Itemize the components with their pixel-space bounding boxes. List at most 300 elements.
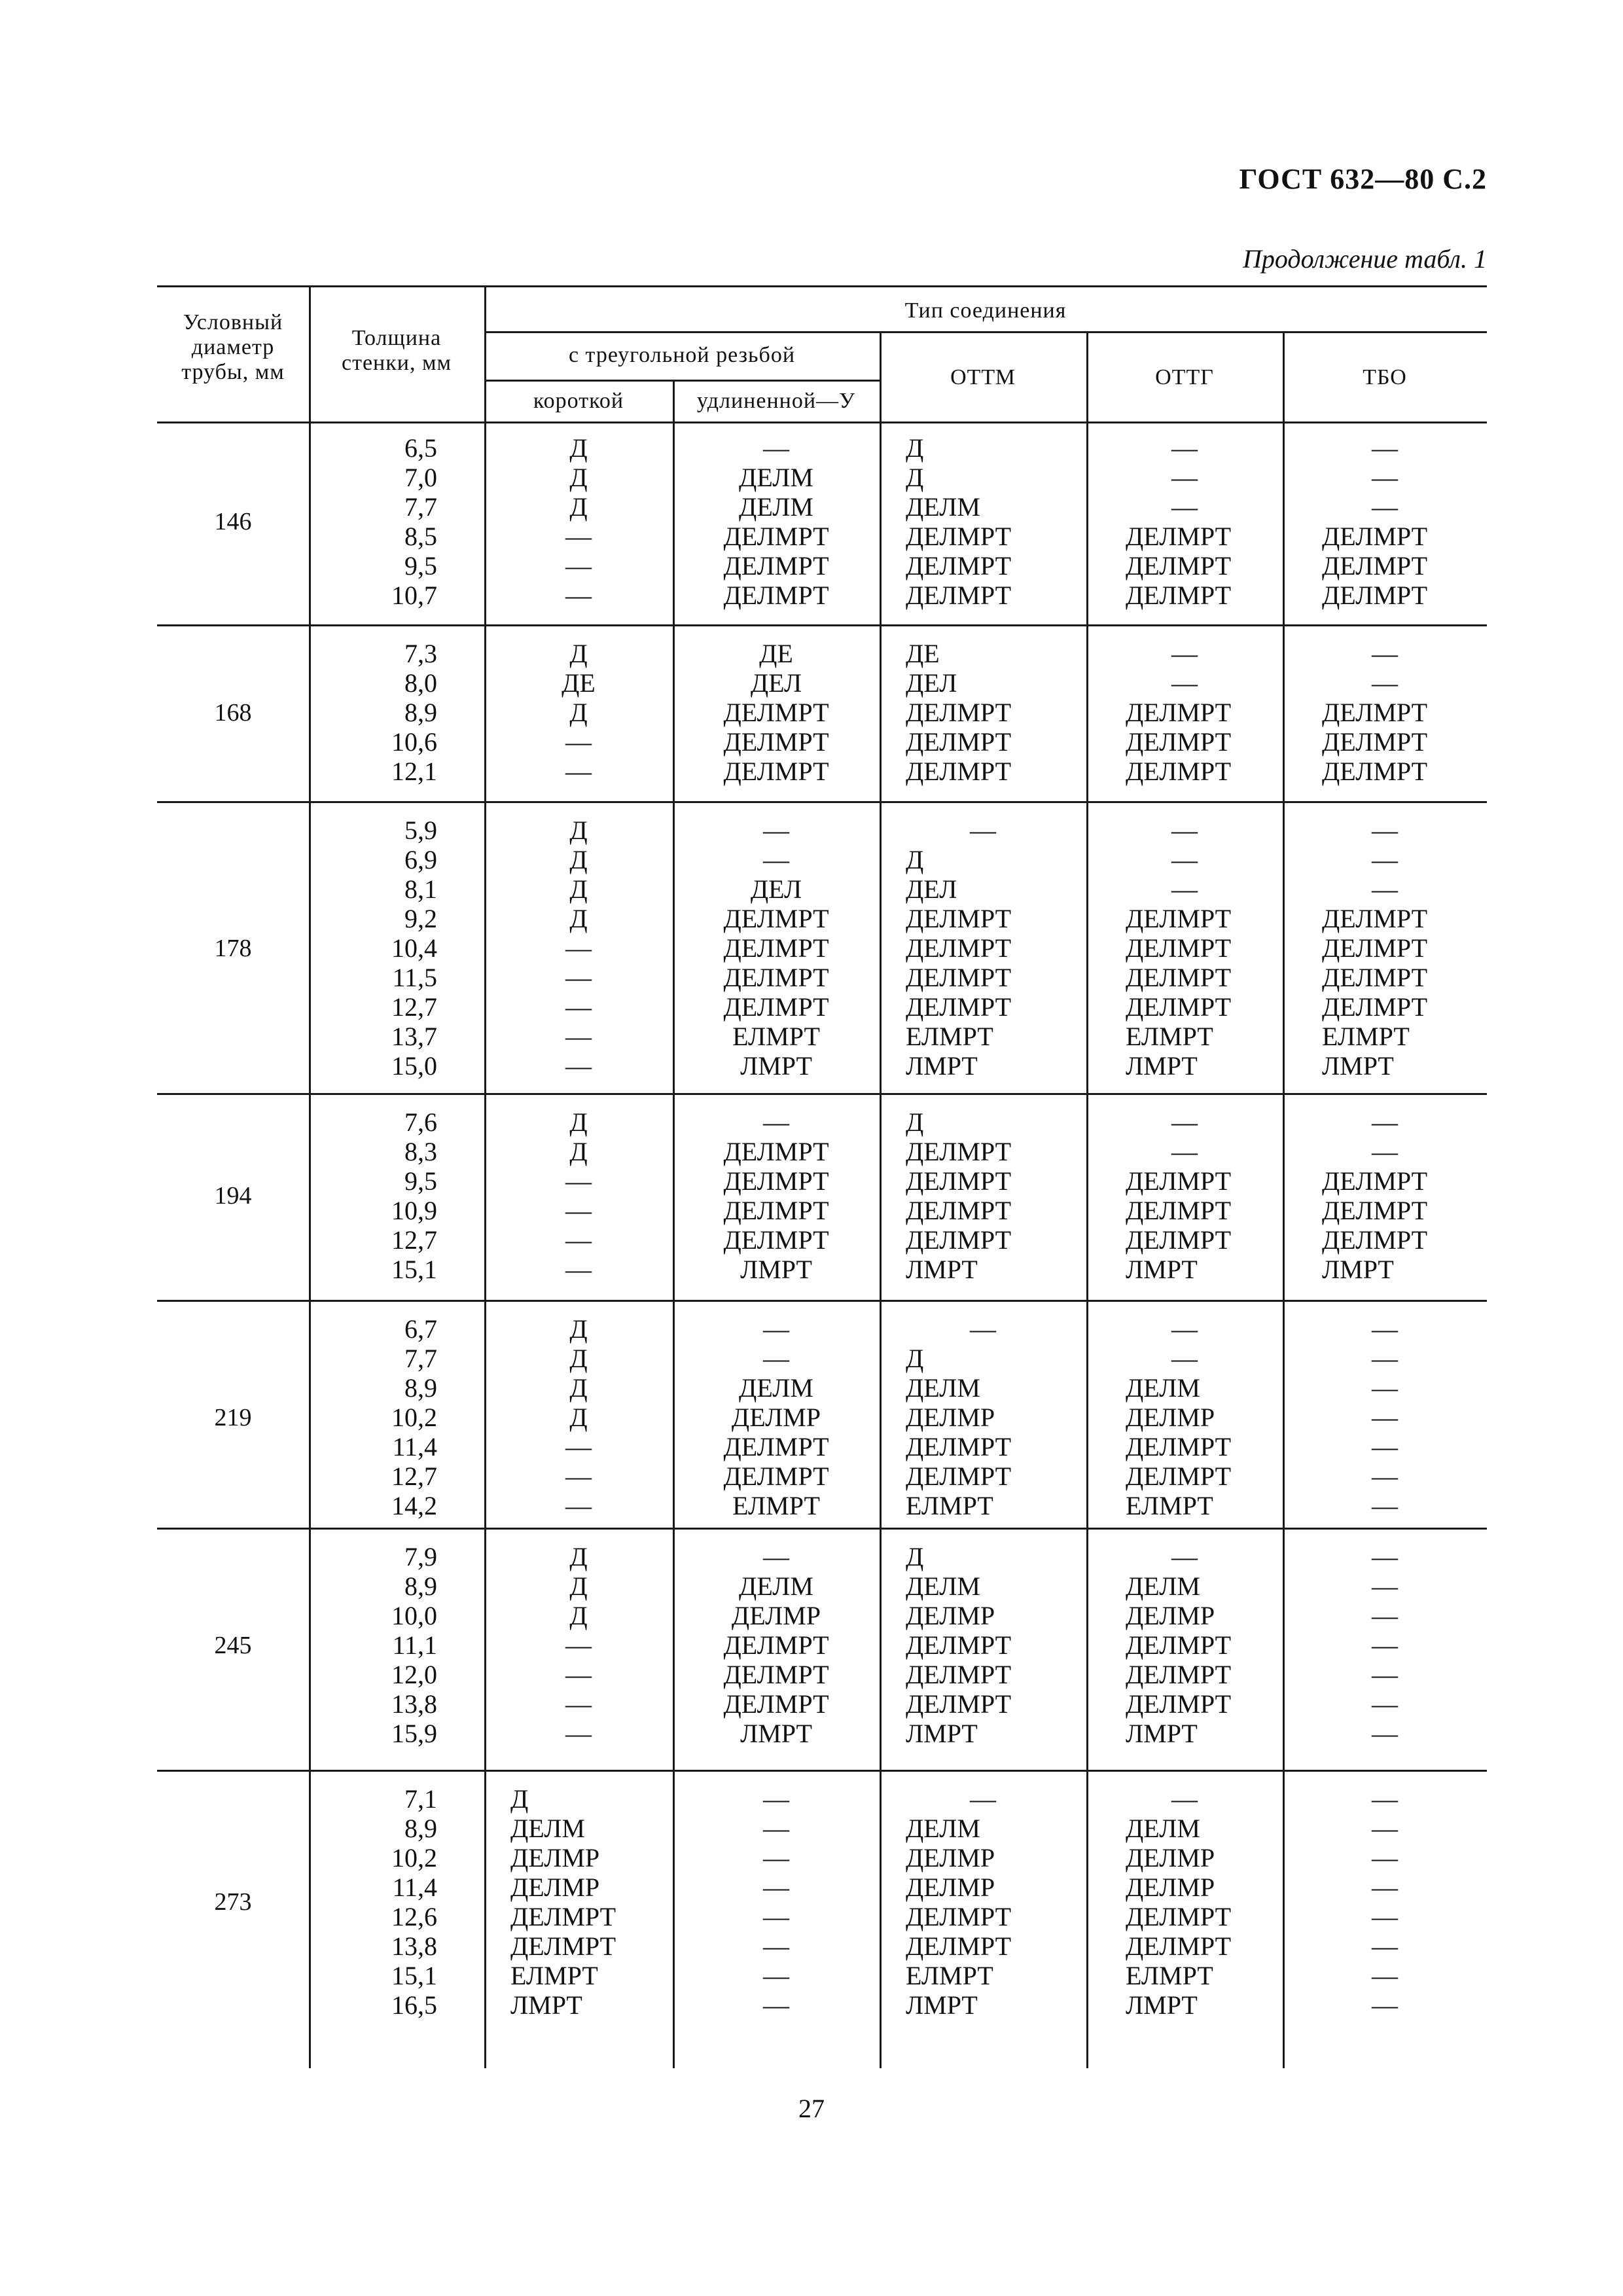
thickness-cell: 16,5 <box>391 1990 437 2020</box>
table-continuation-label: Продолжение табл. 1 <box>1242 244 1487 274</box>
ottm-cell: Д <box>906 463 924 492</box>
ottg-cell: ДЕЛМРТ <box>1126 1660 1232 1689</box>
diameter-cell: 273 <box>214 1888 252 1916</box>
short-cell: — <box>565 1630 592 1660</box>
extended-cell: — <box>763 1902 789 1931</box>
ottg-cell: — <box>1171 1137 1198 1166</box>
ottm-cell: ДЕЛМРТ <box>906 551 1012 581</box>
tbo-cell: — <box>1372 1843 1398 1873</box>
ottm-cell: ДЕЛМ <box>906 1814 980 1843</box>
extended-cell: ДЕЛМРТ <box>723 1166 829 1196</box>
short-cell: — <box>565 522 592 551</box>
ottm-cell: ДЕЛМРТ <box>906 933 1012 963</box>
extended-cell: ДЕЛМРТ <box>723 522 829 551</box>
ottm-cell: Д <box>906 433 924 463</box>
tbo-cell: — <box>1372 1137 1398 1166</box>
tbo-cell: ДЕЛМРТ <box>1322 963 1428 992</box>
tbo-cell: — <box>1372 1107 1398 1137</box>
thickness-cell: 13,7 <box>391 1022 437 1051</box>
thickness-cell: 7,7 <box>404 1344 437 1373</box>
short-cell: — <box>565 1166 592 1196</box>
ottm-cell: ДЕЛМРТ <box>906 698 1012 727</box>
ottg-cell: — <box>1171 1107 1198 1137</box>
ottg-cell: ДЕЛМР <box>1126 1873 1215 1902</box>
short-cell: Д <box>569 639 588 668</box>
tbo-cell: — <box>1372 845 1398 874</box>
ottg-cell: — <box>1171 1344 1198 1373</box>
thickness-cell: 12,0 <box>391 1660 437 1689</box>
ottg-cell: ЕЛМРТ <box>1126 1961 1213 1990</box>
diameter-cell: 178 <box>214 934 252 962</box>
ottm-cell: ДЕЛМРТ <box>906 1166 1012 1196</box>
ottm-cell: ДЕЛМР <box>906 1601 995 1630</box>
ottg-cell: — <box>1171 874 1198 904</box>
thickness-cell: 8,5 <box>404 522 437 551</box>
ottg-cell: ДЕЛМРТ <box>1126 551 1232 581</box>
table-top-border <box>157 285 1487 287</box>
extended-cell: — <box>763 1873 789 1902</box>
thickness-cell: 11,4 <box>392 1432 437 1462</box>
extended-cell: ДЕЛМРТ <box>723 551 829 581</box>
short-cell: ЛМРТ <box>510 1990 582 2020</box>
group-separator <box>157 801 1487 803</box>
extended-cell: ДЕЛМ <box>739 1571 813 1601</box>
ottg-cell: ЛМРТ <box>1126 1255 1198 1284</box>
header-short: короткой <box>533 389 624 413</box>
thickness-cell: 8,9 <box>404 1373 437 1403</box>
extended-cell: ДЕЛМРТ <box>723 1689 829 1719</box>
short-cell: Д <box>569 1571 588 1601</box>
ottg-cell: ДЕЛМР <box>1126 1843 1215 1873</box>
ottm-cell: ДЕЛМР <box>906 1843 995 1873</box>
thickness-cell: 5,9 <box>404 816 437 845</box>
ottm-cell: Д <box>906 845 924 874</box>
ottm-cell: ЛМРТ <box>906 1051 978 1081</box>
ottm-cell: ЛМРТ <box>906 1255 978 1284</box>
ottg-cell: — <box>1171 1314 1198 1344</box>
ottg-cell: — <box>1171 1784 1198 1814</box>
thickness-cell: 15,0 <box>391 1051 437 1081</box>
extended-cell: ДЕЛМ <box>739 463 813 492</box>
tbo-cell: — <box>1372 874 1398 904</box>
tbo-cell: ДЕЛМРТ <box>1322 581 1428 610</box>
short-cell: — <box>565 1022 592 1051</box>
thickness-cell: 10,9 <box>391 1196 437 1225</box>
tbo-cell: ДЕЛМРТ <box>1322 904 1428 933</box>
ottm-cell: ДЕЛМРТ <box>906 727 1012 757</box>
short-cell: Д <box>569 1344 588 1373</box>
tbo-cell: — <box>1372 1462 1398 1491</box>
extended-cell: — <box>763 1931 789 1961</box>
tbo-cell: ЕЛМРТ <box>1322 1022 1410 1051</box>
extended-cell: ЛМРТ <box>740 1051 812 1081</box>
extended-cell: ДЕЛМРТ <box>723 904 829 933</box>
tbo-cell: — <box>1372 668 1398 698</box>
ottm-cell: ДЕЛМР <box>906 1403 995 1432</box>
ottm-cell: ДЕЛМРТ <box>906 1196 1012 1225</box>
thickness-cell: 13,8 <box>391 1689 437 1719</box>
thickness-cell: 9,5 <box>404 551 437 581</box>
tbo-cell: — <box>1372 1814 1398 1843</box>
tbo-cell: — <box>1372 1990 1398 2020</box>
tbo-cell: ДЕЛМРТ <box>1322 727 1428 757</box>
short-cell: — <box>565 757 592 786</box>
ottg-cell: ДЕЛМ <box>1126 1373 1200 1403</box>
ottm-cell: ДЕЛМРТ <box>906 1462 1012 1491</box>
ottm-cell: ДЕЛМРТ <box>906 522 1012 551</box>
header-diameter: Условный диаметр трубы, мм <box>181 310 285 384</box>
ottm-cell: ДЕЛМРТ <box>906 1630 1012 1660</box>
thickness-cell: 10,6 <box>391 727 437 757</box>
header-thickness: Толщина стенки, мм <box>342 326 452 375</box>
ottm-cell: ЕЛМРТ <box>906 1491 993 1520</box>
short-cell: ЕЛМРТ <box>510 1961 598 1990</box>
ottm-cell: ДЕЛМРТ <box>906 1931 1012 1961</box>
ottg-cell: ДЕЛМ <box>1126 1814 1200 1843</box>
thickness-cell: 6,7 <box>404 1314 437 1344</box>
short-cell: — <box>565 992 592 1022</box>
thickness-cell: 7,7 <box>404 492 437 522</box>
ottm-cell: ДЕЛМР <box>906 1873 995 1902</box>
ottg-cell: ДЕЛМР <box>1126 1403 1215 1432</box>
ottm-cell: — <box>970 1784 996 1814</box>
ottm-cell: ДЕЛМ <box>906 492 980 522</box>
short-cell: — <box>565 1719 592 1748</box>
extended-cell: ЛМРТ <box>740 1255 812 1284</box>
ottg-cell: ДЕЛМРТ <box>1126 757 1232 786</box>
extended-cell: — <box>763 1961 789 1990</box>
ottm-cell: Д <box>906 1344 924 1373</box>
tbo-cell: — <box>1372 1491 1398 1520</box>
thickness-cell: 12,6 <box>391 1902 437 1931</box>
diameter-cell: 194 <box>214 1182 252 1210</box>
thickness-cell: 10,2 <box>391 1403 437 1432</box>
tbo-cell: — <box>1372 1689 1398 1719</box>
diameter-cell: 219 <box>214 1403 252 1431</box>
diameter-cell: 245 <box>214 1631 252 1659</box>
ottm-cell: ДЕЛМРТ <box>906 1660 1012 1689</box>
thickness-cell: 6,9 <box>404 845 437 874</box>
extended-cell: — <box>763 433 789 463</box>
group-separator <box>157 624 1487 626</box>
ottg-cell: ДЕЛМРТ <box>1126 727 1232 757</box>
tbo-cell: — <box>1372 492 1398 522</box>
short-cell: Д <box>569 904 588 933</box>
extended-cell: ДЕЛМРТ <box>723 992 829 1022</box>
ottm-cell: ДЕЛМ <box>906 1373 980 1403</box>
extended-cell: ДЕЛМ <box>739 1373 813 1403</box>
short-cell: — <box>565 1225 592 1255</box>
ottg-cell: ДЕЛМРТ <box>1126 581 1232 610</box>
ottg-cell: ЛМРТ <box>1126 1719 1198 1748</box>
header-ottg: ОТТГ <box>1155 365 1214 389</box>
ottg-cell: — <box>1171 639 1198 668</box>
tbo-cell: — <box>1372 1344 1398 1373</box>
short-cell: — <box>565 1491 592 1520</box>
ottg-cell: — <box>1171 492 1198 522</box>
ottg-cell: ДЕЛМРТ <box>1126 1630 1232 1660</box>
extended-cell: — <box>763 1542 789 1571</box>
extended-cell: — <box>763 845 789 874</box>
short-cell: Д <box>569 1403 588 1432</box>
short-cell: — <box>565 1660 592 1689</box>
diameter-cell: 168 <box>214 698 252 726</box>
document-header: ГОСТ 632—80 С.2 <box>1239 163 1487 195</box>
extended-cell: ЕЛМРТ <box>732 1022 820 1051</box>
thickness-cell: 11,1 <box>392 1630 437 1660</box>
thickness-cell: 15,9 <box>391 1719 437 1748</box>
header-connection-type: Тип соединения <box>904 298 1067 323</box>
short-cell: — <box>565 1255 592 1284</box>
short-cell: Д <box>510 1784 529 1814</box>
ottg-cell: ЛМРТ <box>1126 1051 1198 1081</box>
short-cell: — <box>565 1196 592 1225</box>
thickness-cell: 8,9 <box>404 1571 437 1601</box>
short-cell: — <box>565 727 592 757</box>
ottg-cell: — <box>1171 433 1198 463</box>
short-cell: Д <box>569 433 588 463</box>
ottg-cell: ДЕЛМРТ <box>1126 1196 1232 1225</box>
tbo-cell: ДЕЛМРТ <box>1322 698 1428 727</box>
header-bottom-border <box>157 422 1487 423</box>
group-separator <box>157 1300 1487 1302</box>
tbo-cell: ДЕЛМРТ <box>1322 1166 1428 1196</box>
tbo-cell: ДЕЛМРТ <box>1322 933 1428 963</box>
thickness-cell: 12,7 <box>391 1225 437 1255</box>
short-cell: ДЕЛМРТ <box>510 1902 616 1931</box>
extended-cell: ДЕЛМРТ <box>723 1225 829 1255</box>
extended-cell: — <box>763 1843 789 1873</box>
ottm-cell: ДЕЛ <box>906 668 957 698</box>
extended-cell: ДЕЛМРТ <box>723 1137 829 1166</box>
ottm-cell: ДЕЛМ <box>906 1571 980 1601</box>
ottg-cell: ДЕЛМРТ <box>1126 1225 1232 1255</box>
ottg-cell: ЕЛМРТ <box>1126 1022 1213 1051</box>
thickness-cell: 10,2 <box>391 1843 437 1873</box>
tbo-cell: — <box>1372 1902 1398 1931</box>
short-cell: Д <box>569 1107 588 1137</box>
ottm-cell: ДЕЛМРТ <box>906 904 1012 933</box>
ottg-cell: ДЕЛМРТ <box>1126 698 1232 727</box>
page-number: 27 <box>798 2094 825 2123</box>
ottm-cell: Д <box>906 1107 924 1137</box>
extended-cell: — <box>763 816 789 845</box>
tbo-cell: — <box>1372 1873 1398 1902</box>
ottm-cell: ЛМРТ <box>906 1990 978 2020</box>
short-cell: ДЕЛМ <box>510 1814 585 1843</box>
short-cell: — <box>565 1462 592 1491</box>
thickness-cell: 7,0 <box>404 463 437 492</box>
ottg-cell: ЛМРТ <box>1126 1990 1198 2020</box>
tbo-cell: — <box>1372 1660 1398 1689</box>
short-cell: ДЕЛМРТ <box>510 1931 616 1961</box>
short-cell: Д <box>569 845 588 874</box>
ottg-cell: ДЕЛМРТ <box>1126 1902 1232 1931</box>
extended-cell: — <box>763 1344 789 1373</box>
ottm-cell: Д <box>906 1542 924 1571</box>
extended-cell: — <box>763 1107 789 1137</box>
tbo-cell: ДЕЛМРТ <box>1322 1225 1428 1255</box>
thickness-cell: 8,3 <box>404 1137 437 1166</box>
extended-cell: ДЕЛ <box>750 668 802 698</box>
ottm-cell: ДЕЛМРТ <box>906 1689 1012 1719</box>
short-cell: — <box>565 1432 592 1462</box>
ottm-cell: ДЕЛМРТ <box>906 1432 1012 1462</box>
thickness-cell: 9,2 <box>404 904 437 933</box>
tbo-cell: ДЕЛМРТ <box>1322 522 1428 551</box>
thickness-cell: 15,1 <box>391 1255 437 1284</box>
thickness-cell: 14,2 <box>391 1491 437 1520</box>
short-cell: Д <box>569 1601 588 1630</box>
extended-cell: — <box>763 1314 789 1344</box>
extended-cell: ДЕЛМ <box>739 492 813 522</box>
tbo-cell: — <box>1372 1931 1398 1961</box>
tbo-cell: — <box>1372 1432 1398 1462</box>
extended-cell: ДЕЛМРТ <box>723 1432 829 1462</box>
header-divider-2 <box>484 380 880 382</box>
tbo-cell: — <box>1372 1961 1398 1990</box>
thickness-cell: 9,5 <box>404 1166 437 1196</box>
extended-cell: ДЕЛМРТ <box>723 727 829 757</box>
ottg-cell: ДЕЛМРТ <box>1126 1462 1232 1491</box>
short-cell: — <box>565 551 592 581</box>
thickness-cell: 12,1 <box>391 757 437 786</box>
thickness-cell: 8,0 <box>404 668 437 698</box>
ottg-cell: ДЕЛМРТ <box>1126 522 1232 551</box>
thickness-cell: 7,3 <box>404 639 437 668</box>
ottm-cell: ДЕЛМРТ <box>906 992 1012 1022</box>
tbo-cell: ЛМРТ <box>1322 1255 1394 1284</box>
extended-cell: ЛМРТ <box>740 1719 812 1748</box>
short-cell: ДЕ <box>562 668 596 698</box>
thickness-cell: 10,4 <box>391 933 437 963</box>
extended-cell: ДЕЛМРТ <box>723 1660 829 1689</box>
short-cell: Д <box>569 1137 588 1166</box>
tbo-cell: — <box>1372 816 1398 845</box>
thickness-cell: 13,8 <box>391 1931 437 1961</box>
tbo-cell: — <box>1372 1403 1398 1432</box>
short-cell: ДЕЛМР <box>510 1873 600 1902</box>
header-divider-1 <box>484 331 1487 333</box>
ottm-cell: ДЕЛМРТ <box>906 1137 1012 1166</box>
extended-cell: ДЕЛМРТ <box>723 933 829 963</box>
short-cell: — <box>565 1051 592 1081</box>
thread-connection-table <box>157 285 1487 2068</box>
ottm-cell: ДЕЛ <box>906 874 957 904</box>
extended-cell: ДЕЛМРТ <box>723 1630 829 1660</box>
group-separator <box>157 1528 1487 1530</box>
ottg-cell: ДЕЛМ <box>1126 1571 1200 1601</box>
extended-cell: ДЕЛМРТ <box>723 963 829 992</box>
short-cell: — <box>565 933 592 963</box>
ottm-cell: ЕЛМРТ <box>906 1022 993 1051</box>
tbo-cell: — <box>1372 639 1398 668</box>
extended-cell: ДЕЛМР <box>731 1403 821 1432</box>
ottm-cell: ДЕЛМРТ <box>906 581 1012 610</box>
ottg-cell: — <box>1171 463 1198 492</box>
ottg-cell: ЕЛМРТ <box>1126 1491 1213 1520</box>
tbo-cell: — <box>1372 1719 1398 1748</box>
tbo-cell: ДЕЛМРТ <box>1322 1196 1428 1225</box>
ottg-cell: — <box>1171 668 1198 698</box>
short-cell: Д <box>569 492 588 522</box>
thickness-cell: 12,7 <box>391 1462 437 1491</box>
group-separator <box>157 1093 1487 1095</box>
thickness-cell: 8,9 <box>404 698 437 727</box>
short-cell: Д <box>569 1542 588 1571</box>
extended-cell: ДЕ <box>759 639 793 668</box>
thickness-cell: 8,9 <box>404 1814 437 1843</box>
ottm-cell: ДЕЛМРТ <box>906 963 1012 992</box>
ottm-cell: ДЕ <box>906 639 940 668</box>
header-ottm: ОТТМ <box>950 365 1016 389</box>
tbo-cell: — <box>1372 1784 1398 1814</box>
short-cell: Д <box>569 463 588 492</box>
thickness-cell: 8,1 <box>404 874 437 904</box>
extended-cell: — <box>763 1990 789 2020</box>
thickness-cell: 10,0 <box>391 1601 437 1630</box>
extended-cell: ДЕЛ <box>750 874 802 904</box>
ottm-cell: ЛМРТ <box>906 1719 978 1748</box>
ottg-cell: ДЕЛМРТ <box>1126 1166 1232 1196</box>
extended-cell: ДЕЛМРТ <box>723 698 829 727</box>
extended-cell: ЕЛМРТ <box>732 1491 820 1520</box>
short-cell: Д <box>569 1314 588 1344</box>
ottg-cell: ДЕЛМРТ <box>1126 992 1232 1022</box>
tbo-cell: ДЕЛМРТ <box>1322 992 1428 1022</box>
extended-cell: ДЕЛМРТ <box>723 1462 829 1491</box>
header-tbo: ТБО <box>1363 365 1407 389</box>
group-separator <box>157 1770 1487 1772</box>
short-cell: ДЕЛМР <box>510 1843 600 1873</box>
ottm-cell: — <box>970 1314 996 1344</box>
thickness-cell: 7,6 <box>404 1107 437 1137</box>
tbo-cell: — <box>1372 1571 1398 1601</box>
ottm-cell: — <box>970 816 996 845</box>
thickness-cell: 11,4 <box>392 1873 437 1902</box>
tbo-cell: — <box>1372 1314 1398 1344</box>
extended-cell: ДЕЛМРТ <box>723 1196 829 1225</box>
ottg-cell: ДЕЛМР <box>1126 1601 1215 1630</box>
tbo-cell: ДЕЛМРТ <box>1322 757 1428 786</box>
tbo-cell: — <box>1372 1630 1398 1660</box>
short-cell: — <box>565 963 592 992</box>
ottg-cell: ДЕЛМРТ <box>1126 1432 1232 1462</box>
extended-cell: — <box>763 1814 789 1843</box>
short-cell: — <box>565 1689 592 1719</box>
tbo-cell: — <box>1372 433 1398 463</box>
extended-cell: ДЕЛМРТ <box>723 757 829 786</box>
tbo-cell: ЛМРТ <box>1322 1051 1394 1081</box>
ottg-cell: — <box>1171 845 1198 874</box>
ottm-cell: ДЕЛМРТ <box>906 1902 1012 1931</box>
ottg-cell: ДЕЛМРТ <box>1126 963 1232 992</box>
short-cell: — <box>565 581 592 610</box>
header-triangular-thread: с треугольной резьбой <box>568 343 796 367</box>
tbo-cell: — <box>1372 1542 1398 1571</box>
short-cell: Д <box>569 874 588 904</box>
ottm-cell: ДЕЛМРТ <box>906 757 1012 786</box>
ottg-cell: ДЕЛМРТ <box>1126 933 1232 963</box>
ottg-cell: ДЕЛМРТ <box>1126 904 1232 933</box>
ottg-cell: ДЕЛМРТ <box>1126 1689 1232 1719</box>
short-cell: Д <box>569 1373 588 1403</box>
thickness-cell: 15,1 <box>391 1961 437 1990</box>
tbo-cell: ДЕЛМРТ <box>1322 551 1428 581</box>
tbo-cell: — <box>1372 1373 1398 1403</box>
short-cell: Д <box>569 816 588 845</box>
ottg-cell: ДЕЛМРТ <box>1126 1931 1232 1961</box>
